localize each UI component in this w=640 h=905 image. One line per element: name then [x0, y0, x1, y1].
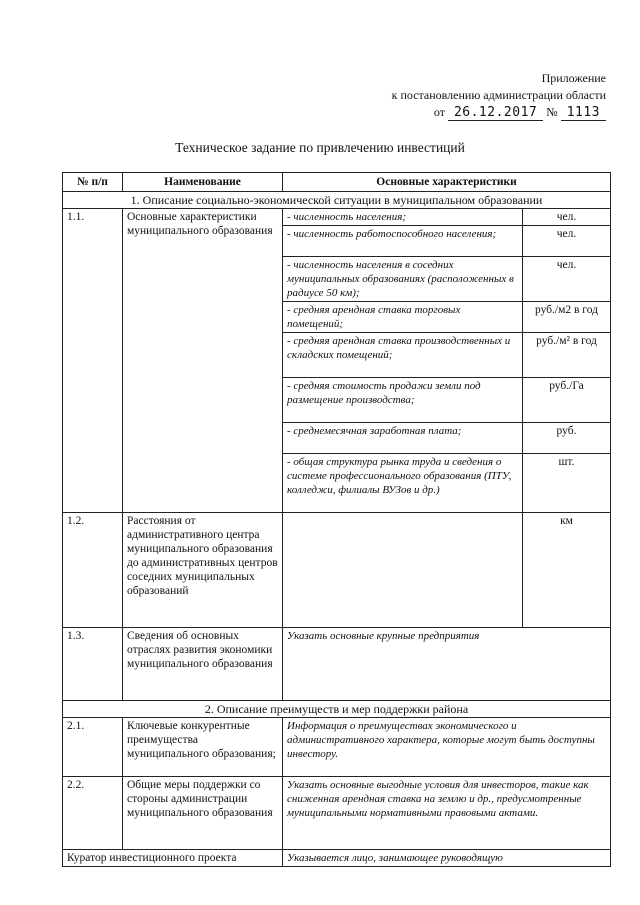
characteristic-text: - средняя арендная ставка торговых помещений; [283, 302, 523, 333]
appendix-date-line [392, 104, 606, 121]
row-name: Общие меры поддержки со стороны администрации муниципального образования [123, 777, 283, 850]
characteristic-unit: руб./м2 в год [523, 302, 611, 333]
characteristic-unit: чел. [523, 226, 611, 257]
decree-number: 1113 [561, 105, 606, 121]
characteristic-text: - численность населения; [283, 209, 523, 226]
document-title: Техническое задание по привлечению инвестиций [175, 140, 465, 155]
row-name: Основные характеристики муниципального образования [123, 209, 283, 513]
section-row [63, 192, 611, 209]
row-name: Расстояния от административного центра муниципального образования до административных центров соседних муниципальных образований [123, 513, 283, 628]
characteristic-unit: шт. [523, 454, 611, 513]
table-row [63, 628, 611, 701]
appendix-reference: к постановлению администрации области [391, 88, 606, 102]
table-row [63, 777, 611, 850]
table-row [63, 850, 611, 867]
characteristic-text: - среднемесячная заработная плата; [283, 423, 523, 454]
table-row [63, 718, 611, 777]
characteristic-unit: км [523, 513, 611, 628]
row-name: Сведения об основных отраслях развития экономики муниципального образования [123, 628, 283, 701]
characteristic-text [283, 513, 523, 628]
table-row [63, 513, 611, 628]
section-1-title: 1. Описание социально-экономической ситуации в муниципальном образовании [63, 192, 611, 209]
row-number: 2.2. [63, 777, 123, 850]
characteristic-unit: руб./Га [523, 378, 611, 423]
characteristic-unit: чел. [523, 209, 611, 226]
decree-date: 26.12.2017 [448, 105, 543, 121]
characteristic-unit: чел. [523, 257, 611, 302]
characteristic-text: Указать основные крупные предприятия [283, 628, 611, 701]
appendix-label: Приложение [541, 71, 606, 85]
appendix-block [392, 70, 606, 121]
characteristic-text: - средняя стоимость продажи земли под размещение производства; [283, 378, 523, 423]
characteristic-text: Указать основные выгодные условия для инвесторов, такие как сниженная арендная ставка на землю и др., предусмотренные муниципальными нормативными правовыми актами. [283, 777, 611, 850]
date-prefix: от [433, 105, 445, 119]
characteristic-text: Информация о преимуществах экономического и административного характера, которые могут быть доступны инвестору. [283, 718, 611, 777]
section-2-title: 2. Описание преимуществ и мер поддержки района [63, 701, 611, 718]
row-number: 1.3. [63, 628, 123, 701]
header-name: Наименование [123, 173, 283, 192]
characteristic-text: - численность населения в соседних муниципальных образованиях (расположенных в радиусе 50 км); [283, 257, 523, 302]
table-row [63, 209, 611, 226]
number-prefix: № [546, 105, 558, 119]
header-characteristics: Основные характеристики [283, 173, 611, 192]
curator-text: Указывается лицо, занимающее руководящую [283, 850, 611, 867]
header-num: № п/п [63, 173, 123, 192]
characteristic-text: - средняя арендная ставка производственных и складских помещений; [283, 333, 523, 378]
technical-task-table [62, 172, 611, 867]
curator-label: Куратор инвестиционного проекта [63, 850, 283, 867]
row-number: 2.1. [63, 718, 123, 777]
table-header-row [63, 173, 611, 192]
characteristic-unit: руб./м² в год [523, 333, 611, 378]
row-name: Ключевые конкурентные преимущества муниципального образования; [123, 718, 283, 777]
characteristic-text: - общая структура рынка труда и сведения о системе профессионального образования (ПТУ, колледжи, филиалы ВУЗов и др.) [283, 454, 523, 513]
section-row [63, 701, 611, 718]
row-number: 1.1. [63, 209, 123, 513]
characteristic-unit: руб. [523, 423, 611, 454]
characteristic-text: - численность работоспособного населения; [283, 226, 523, 257]
row-number: 1.2. [63, 513, 123, 628]
